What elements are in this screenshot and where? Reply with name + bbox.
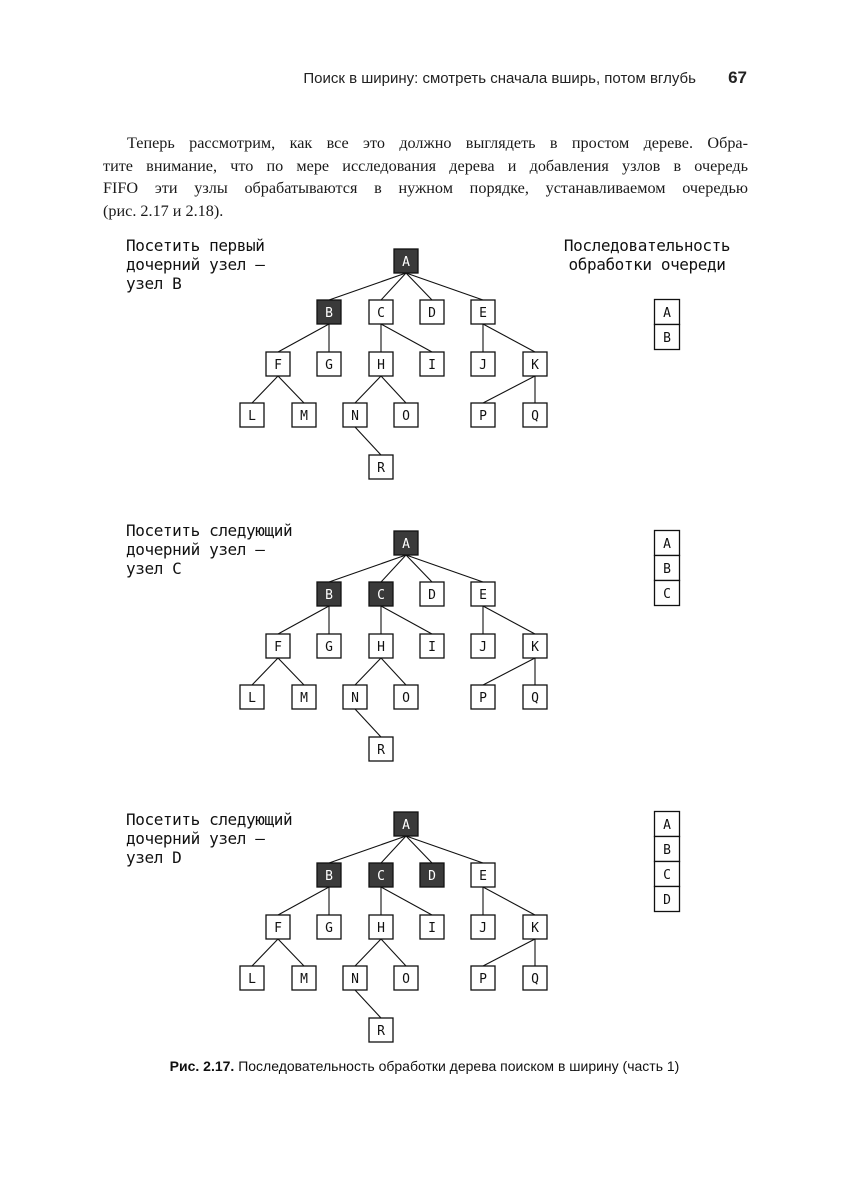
node-label: F — [274, 921, 282, 936]
tree-edge — [278, 939, 304, 966]
node-label: D — [428, 869, 436, 884]
tree-edge — [329, 273, 406, 300]
tree-node — [369, 582, 393, 606]
tree-edge — [278, 376, 304, 403]
node-label: M — [300, 409, 308, 424]
tree-edge — [406, 273, 483, 300]
panel-label-line: дочерний узел — — [126, 255, 265, 274]
node-label: Q — [531, 972, 539, 987]
node-label: Q — [531, 691, 539, 706]
node-label: M — [300, 972, 308, 987]
tree-edge — [278, 324, 329, 352]
tree-edge — [483, 606, 535, 634]
tree-node — [317, 634, 341, 658]
tree-node — [240, 403, 264, 427]
queue-cell-label: A — [663, 537, 671, 552]
node-label: E — [479, 588, 487, 603]
node-label: G — [325, 921, 333, 936]
tree-edge — [406, 836, 483, 863]
panel-label-line: узел C — [126, 559, 182, 578]
node-label: R — [377, 1024, 385, 1039]
figure-caption — [0, 1058, 849, 1074]
tree-node — [471, 685, 495, 709]
caption-label: Рис. 2.17. — [169, 1058, 235, 1074]
node-label: O — [402, 972, 410, 987]
tree-edge — [355, 427, 381, 455]
queue-cell-label: C — [663, 587, 671, 602]
tree-edge — [278, 606, 329, 634]
tree-edge — [252, 658, 278, 685]
node-label: L — [248, 691, 256, 706]
node-label: H — [377, 358, 385, 373]
node-label: G — [325, 358, 333, 373]
tree-node — [471, 300, 495, 324]
tree-edge — [381, 376, 406, 403]
tree-node — [266, 634, 290, 658]
tree-node — [317, 300, 341, 324]
queue-cell-label: B — [663, 843, 671, 858]
tree-node — [523, 352, 547, 376]
tree-node — [394, 403, 418, 427]
node-label: N — [351, 691, 359, 706]
tree-node — [471, 863, 495, 887]
body-line: Теперь рассмотрим, как все это должно выглядеть в простом дереве. Обра- — [127, 134, 748, 152]
tree-node — [471, 582, 495, 606]
node-label: K — [531, 640, 539, 655]
page-number: 67 — [728, 68, 747, 87]
tree-node — [471, 403, 495, 427]
tree-node — [343, 685, 367, 709]
tree-edge — [355, 990, 381, 1018]
node-label: I — [428, 640, 436, 655]
tree-edge — [252, 939, 278, 966]
tree-node — [369, 634, 393, 658]
node-label: I — [428, 358, 436, 373]
tree-node — [523, 634, 547, 658]
tree-node — [317, 352, 341, 376]
tree-node — [420, 915, 444, 939]
node-label: J — [479, 640, 487, 655]
node-label: K — [531, 358, 539, 373]
tree-edge — [483, 324, 535, 352]
tree-edge — [355, 939, 381, 966]
tree-node — [343, 966, 367, 990]
body-line: FIFO эти узлы обрабатываются в нужном порядке, устанавливаемом очередью — [103, 179, 748, 197]
tree-node — [292, 685, 316, 709]
tree-node — [369, 300, 393, 324]
node-label: J — [479, 358, 487, 373]
tree-edge — [483, 376, 535, 403]
tree-edge — [329, 555, 406, 582]
node-label: P — [479, 409, 487, 424]
tree-node — [317, 863, 341, 887]
tree-edge — [278, 887, 329, 915]
tree-node — [266, 915, 290, 939]
tree-node — [292, 966, 316, 990]
tree-panel-3 — [240, 812, 547, 1042]
tree-node — [394, 966, 418, 990]
node-label: A — [402, 818, 410, 833]
tree-edge — [355, 658, 381, 685]
tree-node — [394, 249, 418, 273]
tree-node — [343, 403, 367, 427]
tree-node — [317, 582, 341, 606]
tree-node — [394, 812, 418, 836]
running-head-title: Поиск в ширину: смотреть сначала вширь, потом вглубь — [303, 70, 696, 87]
node-label: M — [300, 691, 308, 706]
tree-node — [471, 915, 495, 939]
tree-edge — [381, 324, 432, 352]
node-label: H — [377, 921, 385, 936]
tree-node — [420, 352, 444, 376]
node-label: G — [325, 640, 333, 655]
panel-label-line: узел B — [126, 274, 182, 293]
tree-node — [394, 531, 418, 555]
queue-cell-label: B — [663, 331, 671, 346]
tree-edge — [381, 887, 432, 915]
node-label: A — [402, 255, 410, 270]
node-label: O — [402, 409, 410, 424]
tree-node — [471, 352, 495, 376]
panel-label-line: дочерний узел — — [126, 540, 265, 559]
tree-node — [240, 966, 264, 990]
queue-cell-label: B — [663, 562, 671, 577]
tree-edge — [329, 836, 406, 863]
queue-cell-label: A — [663, 818, 671, 833]
node-label: E — [479, 306, 487, 321]
tree-node — [523, 403, 547, 427]
tree-node — [369, 915, 393, 939]
queue-cell-label: D — [663, 893, 671, 908]
node-label: K — [531, 921, 539, 936]
node-label: C — [377, 588, 385, 603]
panel-label-line: Посетить первый — [126, 236, 265, 255]
tree-edge — [278, 658, 304, 685]
tree-node — [523, 685, 547, 709]
node-label: J — [479, 921, 487, 936]
tree-edge — [381, 658, 406, 685]
tree-edge — [381, 606, 432, 634]
tree-edge — [406, 555, 483, 582]
body-line: тите внимание, что по мере исследования дерева и добавления узлов в очередь — [103, 156, 748, 175]
node-label: F — [274, 640, 282, 655]
tree-edge — [483, 887, 535, 915]
tree-node — [317, 915, 341, 939]
tree-node — [420, 634, 444, 658]
node-label: N — [351, 972, 359, 987]
tree-panel-1 — [240, 249, 547, 479]
caption-text: Последовательность обработки дерева поиском в ширину (часть 1) — [238, 1058, 680, 1074]
node-label: L — [248, 972, 256, 987]
queue-cell-label: A — [663, 306, 671, 321]
queue-cell-label: C — [663, 868, 671, 883]
node-label: B — [325, 869, 333, 884]
node-label: A — [402, 537, 410, 552]
body-line: (рис. 2.17 и 2.18). — [103, 201, 224, 220]
tree-node — [369, 863, 393, 887]
tree-node — [240, 685, 264, 709]
node-label: P — [479, 972, 487, 987]
tree-node — [420, 582, 444, 606]
node-label: R — [377, 461, 385, 476]
node-label: N — [351, 409, 359, 424]
tree-edge — [355, 709, 381, 737]
tree-node — [523, 915, 547, 939]
tree-node — [292, 403, 316, 427]
tree-edge — [355, 376, 381, 403]
node-label: Q — [531, 409, 539, 424]
tree-node — [420, 300, 444, 324]
tree-edge — [483, 939, 535, 966]
tree-node — [471, 634, 495, 658]
tree-node — [369, 1018, 393, 1042]
tree-node — [420, 863, 444, 887]
tree-edge — [381, 939, 406, 966]
tree-node — [369, 737, 393, 761]
node-label: C — [377, 306, 385, 321]
queue-stack-2 — [655, 531, 680, 606]
node-label: H — [377, 640, 385, 655]
panel-label-line: узел D — [126, 848, 182, 867]
node-label: D — [428, 306, 436, 321]
node-label: O — [402, 691, 410, 706]
queue-heading-line: Последовательность — [563, 236, 731, 255]
node-label: D — [428, 588, 436, 603]
tree-node — [523, 966, 547, 990]
node-label: P — [479, 691, 487, 706]
tree-node — [471, 966, 495, 990]
node-label: C — [377, 869, 385, 884]
tree-edge — [252, 376, 278, 403]
panel-label-line: дочерний узел — — [126, 829, 265, 848]
node-label: E — [479, 869, 487, 884]
tree-node — [394, 685, 418, 709]
tree-node — [369, 455, 393, 479]
node-label: L — [248, 409, 256, 424]
node-label: B — [325, 588, 333, 603]
queue-heading-line: обработки очереди — [568, 255, 726, 274]
node-label: B — [325, 306, 333, 321]
node-label: F — [274, 358, 282, 373]
queue-stack-3 — [655, 812, 680, 912]
tree-edge — [483, 658, 535, 685]
node-label: R — [377, 743, 385, 758]
queue-stack-1 — [655, 300, 680, 350]
tree-node — [266, 352, 290, 376]
panel-label-line: Посетить следующий — [126, 521, 293, 540]
tree-node — [369, 352, 393, 376]
tree-panel-2 — [240, 531, 547, 761]
panel-label-line: Посетить следующий — [126, 810, 293, 829]
node-label: I — [428, 921, 436, 936]
